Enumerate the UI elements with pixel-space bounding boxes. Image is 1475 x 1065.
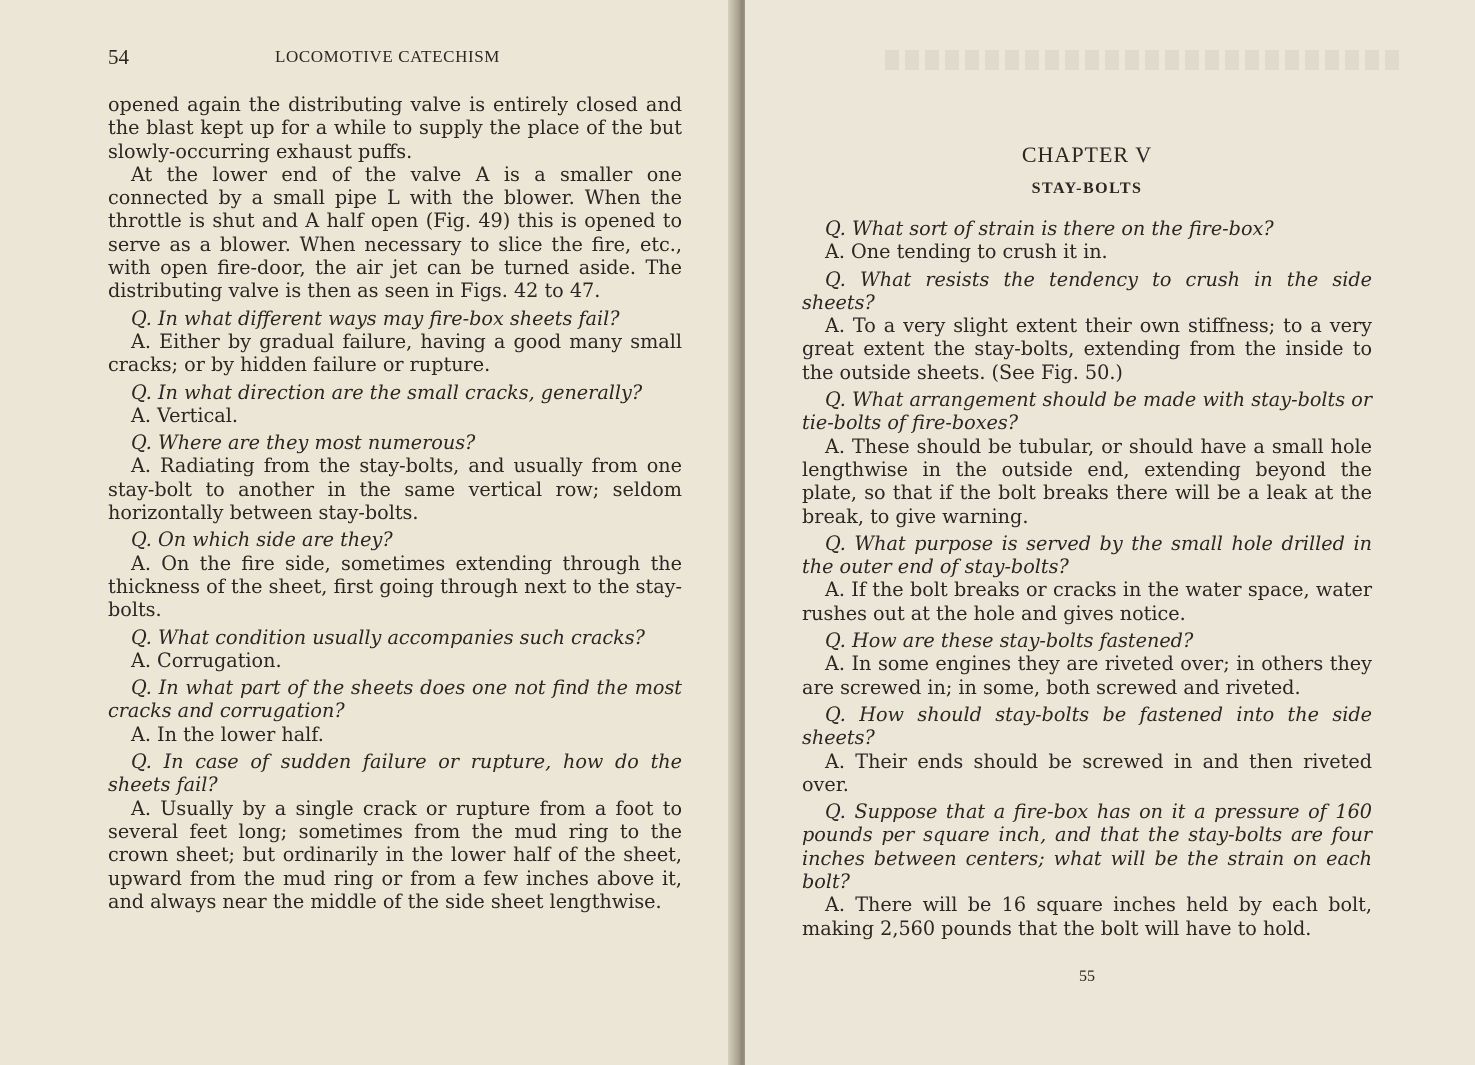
- answer-paragraph: A. On the fire side, sometimes extending through the thickness of the sheet, first going through next to the stay-bolts.: [108, 551, 682, 622]
- question-paragraph: Q. What resists the tendency to crush in the side sheets?: [802, 267, 1372, 314]
- question-paragraph: Q. How are these stay-bolts fastened?: [825, 629, 1194, 653]
- show-through-text: [885, 50, 1405, 70]
- question-paragraph: Q. In what direction are the small cracks, generally?: [131, 380, 643, 404]
- chapter-heading: CHAPTER V: [1021, 142, 1153, 167]
- answer-paragraph: A. There will be 16 square inches held by each bolt, making 2,560 pounds that the bolt will have to hold.: [802, 893, 1372, 940]
- body-paragraph: At the lower end of the valve A is a smaller one connected by a small pipe L with the blower. When the throttle is shut and A half open (Fig. 49) this is opened to serve as a blower. When necessary to slice the fire, etc., with open fire-door, the air jet can be turned aside. The distributing valve is then as seen in Figs. 42 to 47.: [108, 162, 682, 303]
- question-paragraph: Q. In what part of the sheets does one not find the most cracks and corrugation?: [108, 676, 682, 723]
- right-page-body: [802, 217, 1372, 940]
- answer-paragraph: A. In the lower half.: [131, 722, 324, 746]
- question-paragraph: Q. Suppose that a fire-box has on it a pressure of 160 pounds per square inch, and that the stay-bolts are four inches between centers; what will be the strain on each bolt?: [802, 800, 1372, 894]
- answer-paragraph: A. These should be tubular, or should have a small hole lengthwise in the outside end, extending beyond the plate, so that if the bolt breaks there will be a leak at the break, to give warning.: [802, 434, 1372, 528]
- left-page-body: [108, 93, 682, 913]
- answer-paragraph: A. To a very slight extent their own stiffness; to a very great extent the stay-bolts, extending from the inside to the outside sheets. (See Fig. 50.): [802, 314, 1372, 384]
- right-page: [745, 0, 1475, 1065]
- question-paragraph: Q. What condition usually accompanies such cracks?: [131, 625, 645, 649]
- question-paragraph: Q. What arrangement should be made with stay-bolts or tie-bolts of fire-boxes?: [802, 388, 1372, 435]
- left-page: [0, 0, 735, 1065]
- answer-paragraph: A. If the bolt breaks or cracks in the water space, water rushes out at the hole and gives notice.: [802, 578, 1372, 625]
- question-paragraph: Q. How should stay-bolts be fastened into the side sheets?: [802, 702, 1372, 750]
- question-paragraph: Q. In what different ways may fire-box sheets fail?: [131, 306, 620, 330]
- answer-paragraph: A. One tending to crush it in.: [825, 240, 1108, 264]
- right-page-number: 55: [1079, 968, 1095, 985]
- answer-paragraph: A. In some engines they are riveted over; in others they are screwed in; in some, both screwed and riveted.: [802, 652, 1372, 699]
- question-paragraph: Q. In case of sudden failure or rupture, how do the sheets fail?: [108, 750, 682, 797]
- answer-paragraph: A. Usually by a single crack or rupture from a foot to several feet long; sometimes from the mud ring to the crown sheet; but ordinarily in the lower half of the sheet, upward from the mud ring or from a few inches above it, and always near the middle of the side sheet lengthwise.: [108, 796, 682, 913]
- question-paragraph: Q. On which side are they?: [131, 528, 393, 552]
- question-paragraph: Q. What purpose is served by the small hole drilled in the outer end of stay-bolts?: [802, 531, 1372, 579]
- answer-paragraph: A. Radiating from the stay-bolts, and usually from one stay-bolt to another in the same vertical row; seldom horizontally between stay-bolts.: [108, 454, 682, 525]
- left-page-number: 54: [108, 45, 129, 69]
- answer-paragraph: A. Corrugation.: [131, 648, 282, 672]
- question-paragraph: Q. Where are they most numerous?: [131, 431, 476, 455]
- running-head: LOCOMOTIVE CATECHISM: [275, 47, 500, 66]
- left-page-header: [108, 45, 686, 71]
- answer-paragraph: A. Vertical.: [131, 403, 238, 427]
- answer-paragraph: A. Their ends should be screwed in and then riveted over.: [802, 749, 1372, 796]
- body-paragraph: opened again the distributing valve is entirely closed and the blast kept up for a while to supply the place of the but slowly-occurring exhaust puffs.: [108, 93, 682, 163]
- chapter-subtitle: STAY-BOLTS: [1031, 180, 1143, 197]
- question-paragraph: Q. What sort of strain is there on the fire-box?: [825, 217, 1274, 240]
- answer-paragraph: A. Either by gradual failure, having a good many small cracks; or by hidden failure or rupture.: [108, 329, 682, 377]
